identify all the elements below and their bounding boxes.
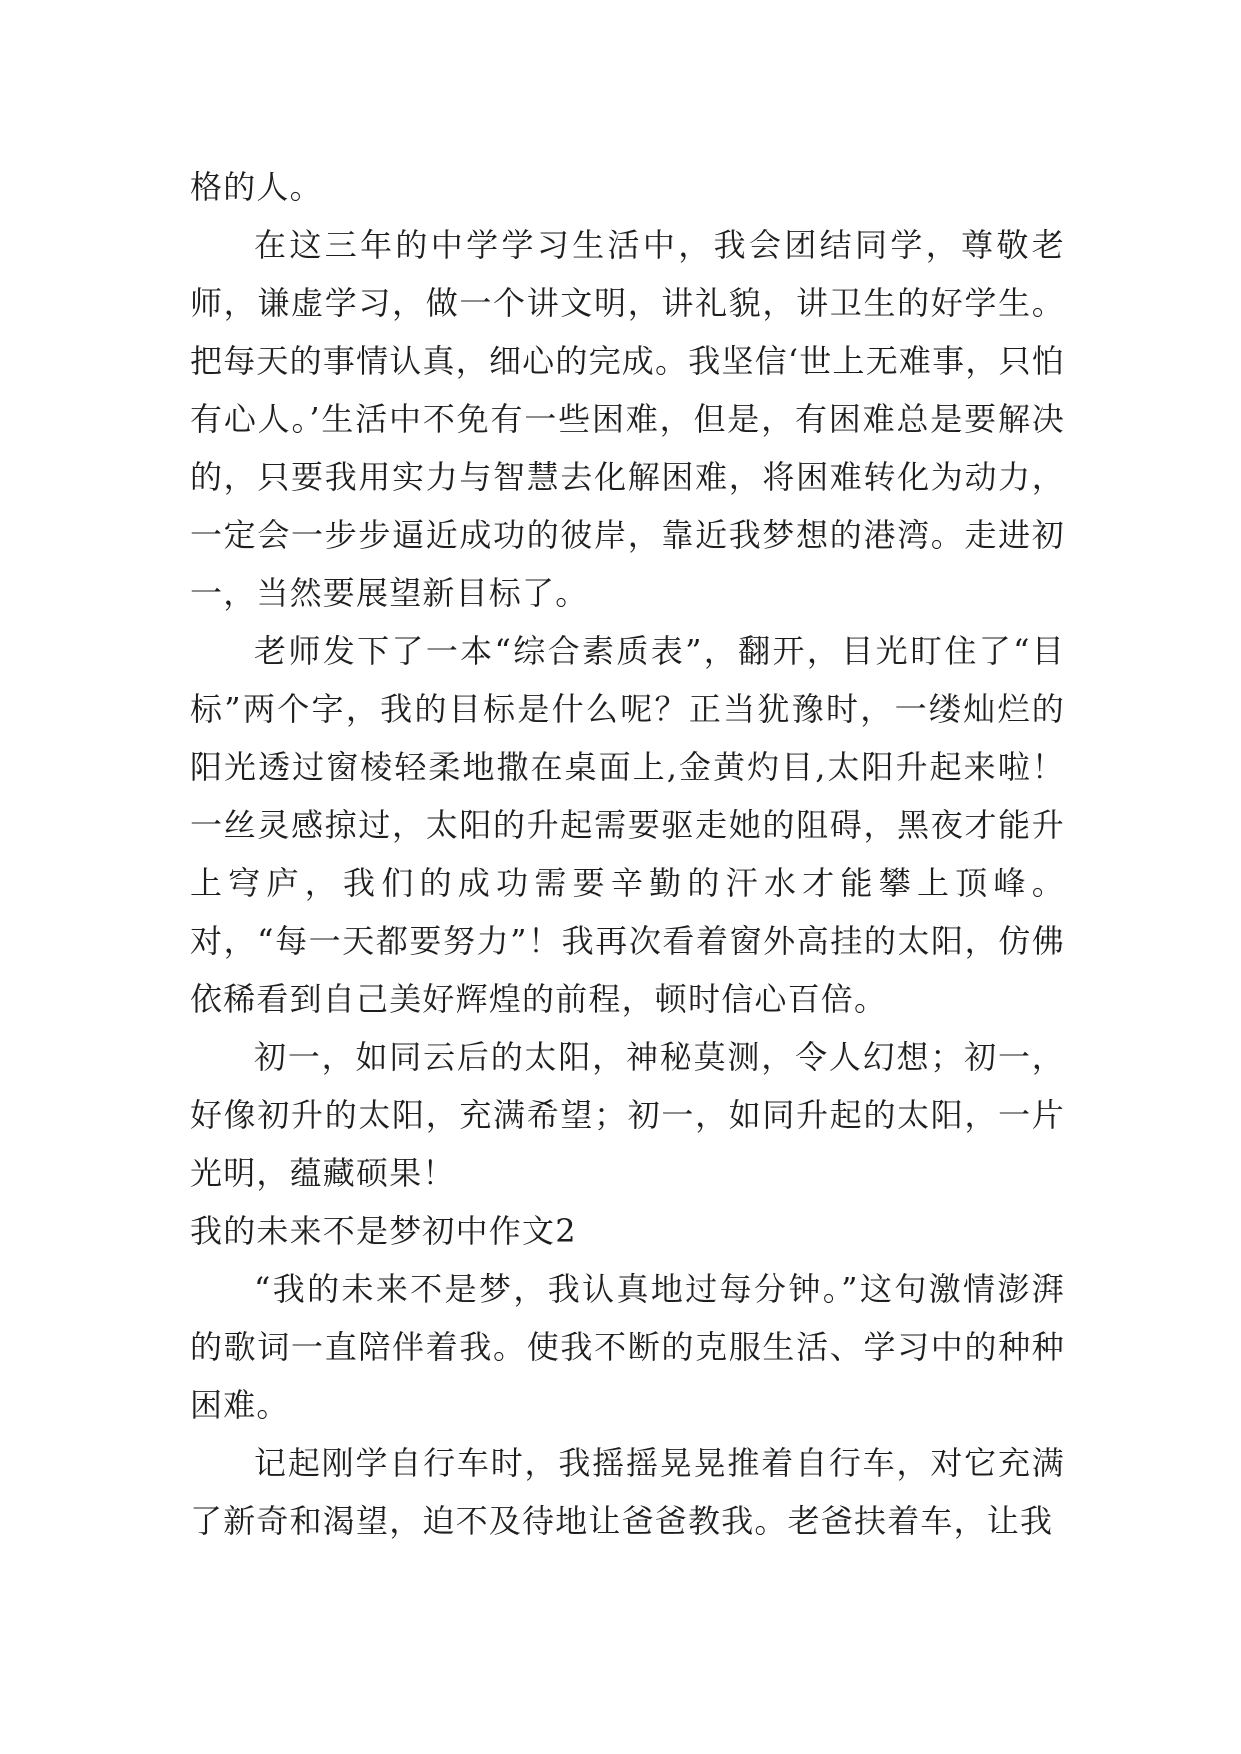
paragraph-song-lyric: “我的未来不是梦，我认真地过每分钟。”这句激情澎湃的歌词一直陪伴着我。使我不断的克服生活、学习中的种种困难。 — [190, 1270, 1065, 1424]
paragraph-continuation: 格的人。 — [190, 168, 323, 206]
paragraph-goal-sheet: 老师发下了一本“综合素质表”，翻开，目光盯住了“目标”两个字，我的目标是什么呢？正当犹豫时，一缕灿烂的阳光透过窗棱轻柔地撒在桌面上,金黄灼目,太阳升起来啦！一丝灵感掠过，太阳的升起需要驱走她的阻碍，黑夜才能升上穹庐，我们的成功需要辛勤的汗水才能攀上顶峰。对，“每一天都要努力”！我再次看着窗外高挂的太阳，仿佛依稀看到自己美好辉煌的前程，顿时信心百倍。 — [190, 632, 1065, 1018]
paragraph-rising-sun: 初一，如同云后的太阳，神秘莫测，令人幻想；初一，好像初升的太阳，充满希望；初一，如同升起的太阳，一片光明，蕴藏硕果！ — [190, 1038, 1065, 1192]
document-body — [190, 158, 1065, 1550]
paragraph-study-plan: 在这三年的中学学习生活中，我会团结同学，尊敬老师，谦虚学习，做一个讲文明，讲礼貌，讲卫生的好学生。把每天的事情认真，细心的完成。我坚信‘世上无难事，只怕有心人。’生活中不免有一些困难，但是，有困难总是要解决的，只要我用实力与智慧去化解困难，将困难转化为动力，一定会一步步逼近成功的彼岸，靠近我梦想的港湾。走进初一，当然要展望新目标了。 — [190, 226, 1065, 612]
paragraph-bicycle: 记起刚学自行车时，我摇摇晃晃推着自行车，对它充满了新奇和渴望，迫不及待地让爸爸教我。老爸扶着车，让我 — [190, 1444, 1065, 1540]
essay-heading: 我的未来不是梦初中作文2 — [190, 1212, 577, 1250]
